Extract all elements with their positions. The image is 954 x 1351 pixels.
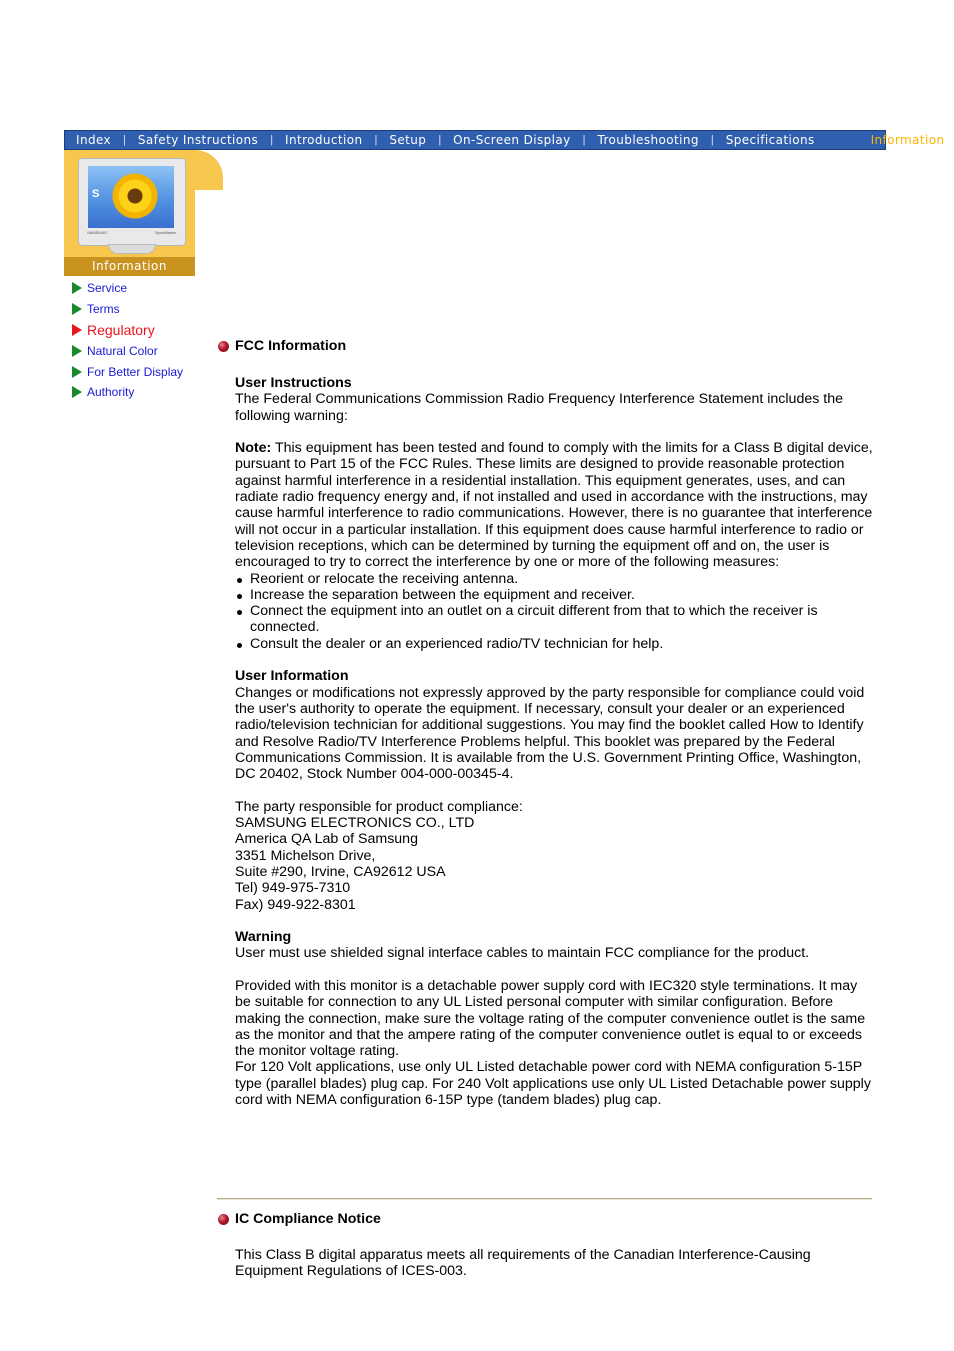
section-bullet-icon	[218, 341, 229, 352]
arrow-right-icon	[72, 345, 82, 357]
sidebar-item-label[interactable]: Terms	[87, 302, 120, 317]
user-information-title: User Information	[235, 668, 349, 685]
sidebar-item-regulatory[interactable]	[72, 320, 183, 341]
nav-index[interactable]: Index	[76, 133, 112, 147]
section-bullet-icon	[218, 1214, 229, 1225]
nav-separator: |	[374, 134, 378, 146]
sidebar-item-service[interactable]	[72, 278, 183, 299]
logo-corner-curve	[195, 150, 223, 190]
nav-separator: |	[438, 134, 442, 146]
note-label: Note:	[235, 440, 272, 457]
note-paragraph	[235, 440, 873, 570]
nav-troubleshooting[interactable]: Troubleshooting	[597, 133, 699, 147]
sidebar-item-label[interactable]: Regulatory	[87, 321, 155, 338]
list-item: Increase the separation between the equipment and receiver.	[235, 587, 873, 603]
user-information-text: Changes or modifications not expressly approved by the party responsible for compliance could void the user's authority to operate the equipment. If necessary, consult your dealer or an experienced radio/television technician for additional suggestions. You may find the booklet called How to Identify and Resolve Radio/TV Interference Problems helpful. This booklet was prepared by the Federal Communications Commission. It is available from the U.S. Government Printing Office, Washington, DC 20402, Stock Number 004-000-00345-4.	[235, 684, 865, 783]
warning-title: Warning	[235, 929, 292, 946]
nav-separator: |	[270, 134, 274, 146]
voltage-text: For 120 Volt applications, use only UL Listed detachable power cord with NEMA configuration 5-15P type (parallel blades) plug cap. For 240 Volt applications use only UL Listed Detachable power supply cord with NEMA configuration 6-15P type (tandem blades) plug cap.	[235, 1059, 871, 1109]
power-cord-text: Provided with this monitor is a detachable power supply cord with IEC320 style terminations. It may be suitable for connection to any UL Listed personal computer with similar configuration. Before making the connection, make sure the voltage rating of the computer convenience outlet is the same as the monitor and that the ampere rating of the computer convenience outlet is equal to or exceeds the monitor voltage rating.	[235, 977, 866, 1060]
sidebar-item-for-better-display[interactable]	[72, 361, 183, 382]
sidebar-navigation	[72, 278, 183, 403]
nav-separator: |	[710, 134, 714, 146]
top-navigation-bar	[64, 130, 945, 150]
nav-safety-instructions[interactable]: Safety Instructions	[137, 133, 259, 147]
address-line: America QA Lab of Samsung	[235, 831, 418, 848]
monitor-model: SyncMaster	[155, 230, 177, 235]
arrow-right-icon	[72, 303, 82, 315]
monitor-stand	[108, 244, 156, 254]
sidebar-item-label[interactable]: Natural Color	[87, 343, 158, 358]
fcc-content	[235, 375, 873, 1108]
ic-heading: IC Compliance Notice	[235, 1211, 381, 1227]
user-instructions-title: User Instructions	[235, 375, 352, 391]
list-item: Consult the dealer or an experienced radio/TV technician for help.	[235, 636, 873, 652]
sidebar-item-label[interactable]: Service	[87, 281, 128, 296]
list-item: Connect the equipment into an outlet on a circuit different from that to which the receiver is connected.	[235, 603, 873, 636]
nav-specifications[interactable]: Specifications	[725, 133, 815, 147]
arrow-right-icon	[72, 324, 82, 336]
monitor-icon	[78, 158, 186, 246]
address-line: Tel) 949-975-7310	[235, 880, 351, 897]
sidebar-item-natural-color[interactable]	[72, 340, 183, 361]
screen-letter: S	[92, 188, 100, 200]
nav-on-screen-display[interactable]: On-Screen Display	[453, 133, 571, 147]
section-divider	[217, 1198, 872, 1200]
information-section-label: Information	[64, 257, 195, 276]
nav-separator: |	[582, 134, 586, 146]
monitor-brand: SAMSUNG	[87, 230, 108, 235]
address-line: Suite #290, Irvine, CA92612 USA	[235, 863, 446, 880]
nav-introduction[interactable]: Introduction	[285, 133, 363, 147]
address-line: Fax) 949-922-8301	[235, 896, 356, 913]
arrow-right-icon	[72, 386, 82, 398]
arrow-right-icon	[72, 282, 82, 294]
measures-list	[235, 571, 873, 652]
nav-information[interactable]: Information	[870, 133, 945, 147]
address-line: SAMSUNG ELECTRONICS CO., LTD	[235, 815, 475, 832]
user-instructions-text: The Federal Communications Commission Radio Frequency Interference Statement includes the following warning:	[235, 391, 843, 424]
monitor-screen	[88, 166, 174, 228]
ic-content	[235, 1247, 873, 1280]
flower-image	[112, 173, 158, 219]
sidebar-item-terms[interactable]	[72, 299, 183, 320]
list-item: Reorient or relocate the receiving antenna.	[235, 571, 873, 587]
sidebar-item-label[interactable]: For Better Display	[87, 364, 184, 379]
nav-separator: |	[123, 134, 126, 146]
address-line: 3351 Michelson Drive,	[235, 847, 376, 864]
party-intro: The party responsible for product compliance:	[235, 798, 523, 815]
arrow-right-icon	[72, 366, 82, 378]
fcc-heading: FCC Information	[235, 338, 347, 354]
sidebar-item-authority[interactable]	[72, 382, 183, 403]
ic-text: This Class B digital apparatus meets all requirements of the Canadian Interference-Causing Equipment Regulations of ICES-003.	[235, 1247, 811, 1280]
warning-text: User must use shielded signal interface cables to maintain FCC compliance for the product.	[235, 945, 810, 962]
sidebar-item-label[interactable]: Authority	[87, 385, 135, 400]
note-text: This equipment has been tested and found to comply with the limits for a Class B digital device, pursuant to Part 15 of the FCC Rules. These limits are designed to provide reasonable protection against harmful interference in a residential installation. This equipment generates, uses, and can radiate radio frequency energy and, if not installed and used in accordance with the instructions, may cause harmful interference to radio communications. However, there is no guarantee that interference will not occur in a particular installation. If this equipment does cause harmful interference to radio or television receptions, which can be determined by turning the equipment off and on, the user is encouraged to try to correct the interference by one or more of the following measures:	[235, 440, 873, 571]
nav-setup[interactable]: Setup	[389, 133, 427, 147]
